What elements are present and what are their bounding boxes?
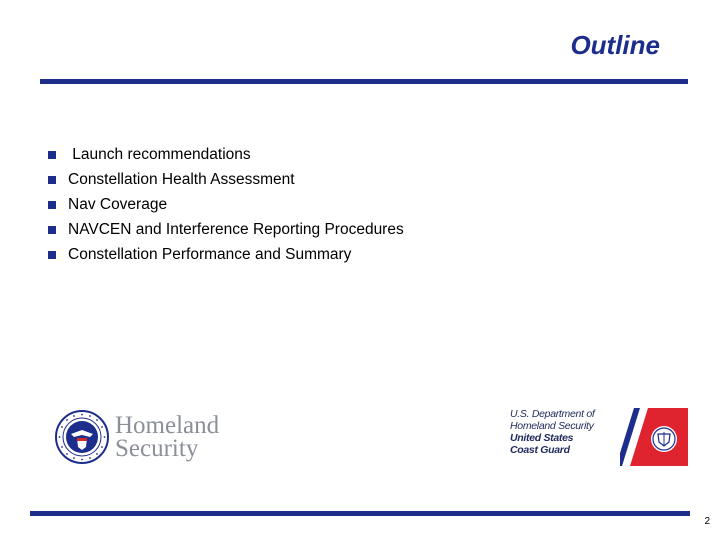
uscg-line4: Coast Guard bbox=[510, 444, 570, 456]
uscg-wordmark bbox=[510, 408, 594, 456]
bullet-item bbox=[48, 217, 404, 242]
dhs-wordmark bbox=[115, 414, 219, 460]
dhs-wordmark-line1: Homeland bbox=[115, 412, 220, 439]
bullet-item bbox=[48, 192, 404, 217]
uscg-line1: U.S. Department of bbox=[510, 408, 595, 420]
dhs-wordmark-line2: Security bbox=[115, 435, 199, 462]
square-bullet-icon bbox=[48, 151, 56, 159]
uscg-line3: United States bbox=[510, 432, 574, 444]
bullet-item bbox=[48, 242, 404, 267]
page-number: 2 bbox=[704, 516, 710, 527]
uscg-line2: Homeland Security bbox=[510, 420, 594, 432]
bullet-text: Nav Coverage bbox=[68, 195, 168, 213]
square-bullet-icon bbox=[48, 176, 56, 184]
dhs-seal-icon bbox=[55, 410, 109, 464]
title-divider bbox=[40, 79, 688, 84]
bullet-item bbox=[48, 142, 404, 167]
bullet-text: Constellation Health Assessment bbox=[68, 170, 295, 188]
square-bullet-icon bbox=[48, 201, 56, 209]
bullet-item bbox=[48, 167, 404, 192]
slide-title: Outline bbox=[570, 30, 660, 60]
square-bullet-icon bbox=[48, 251, 56, 259]
bullet-list bbox=[48, 142, 404, 267]
footer-divider bbox=[30, 511, 690, 516]
bullet-text: Launch recommendations bbox=[68, 145, 251, 163]
bullet-text: Constellation Performance and Summary bbox=[68, 245, 352, 263]
bullet-text: NAVCEN and Interference Reporting Procedures bbox=[68, 220, 404, 238]
uscg-racing-stripe-icon bbox=[620, 408, 688, 466]
dhs-logo bbox=[55, 410, 219, 464]
uscg-logo bbox=[510, 408, 686, 466]
square-bullet-icon bbox=[48, 226, 56, 234]
